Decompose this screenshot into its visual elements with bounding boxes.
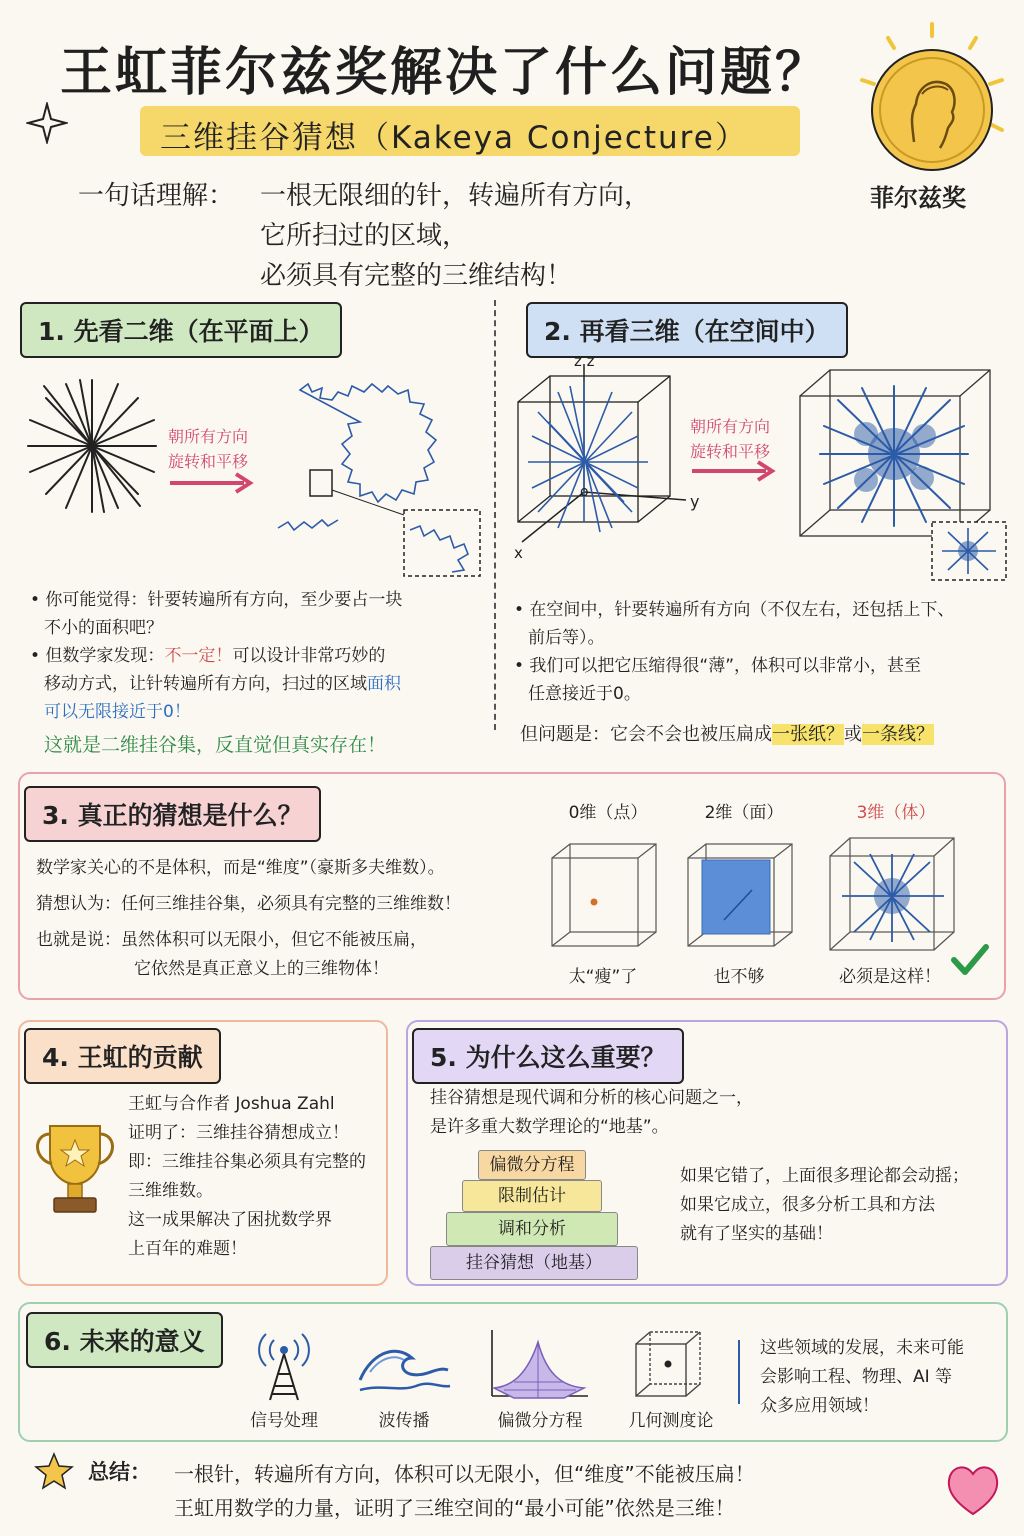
highlight-sheet: 一张纸？ — [772, 724, 844, 745]
pyramid-layer-kakeya: 挂谷猜想（地基） — [430, 1246, 638, 1280]
fields-medal-label: 菲尔兹奖 — [870, 184, 966, 212]
kakeya-set-2d-fractal — [270, 360, 490, 585]
note-line: 它依然是真正意义上的三维物体！ — [134, 959, 389, 979]
solid-kakeya-cube-icon — [826, 834, 958, 954]
field-label-wave: 波传播 — [378, 1411, 430, 1431]
arrow-caption-line-2: 旋转和平移 — [168, 452, 249, 471]
highlight-line: 一条线？ — [862, 724, 934, 745]
dimension-0-caption: 太“瘦”了 — [568, 967, 638, 987]
summary-line-1: 一根针，转遍所有方向，体积可以无限小，但“维度”不能被压扁！ — [174, 1462, 755, 1486]
note-line: • 但数学家发现： — [30, 646, 165, 666]
note-line: 不小的面积吧？ — [44, 618, 163, 638]
needle-star-3d-cube — [508, 352, 698, 562]
note-line: 可以设计非常巧妙的 — [232, 646, 386, 666]
section-1-conclusion: 这就是二维挂谷集，反直觉但真实存在！ — [44, 734, 387, 756]
note-line: 证明了：三维挂谷猜想成立！ — [128, 1123, 349, 1143]
section-6-tag: 6. 未来的意义 — [26, 1312, 223, 1368]
star-icon — [34, 1452, 74, 1490]
dimension-2-label: 2维（面） — [704, 803, 784, 823]
page-subtitle: 三维挂谷猜想（Kakeya Conjecture） — [160, 120, 748, 156]
note-line: 上百年的难题！ — [128, 1239, 247, 1259]
dimension-3-label: 3维（体） — [856, 803, 936, 823]
axis-x-label: x — [514, 544, 523, 562]
note-line: 移动方式，让针转遍所有方向，扫过的区域 — [44, 674, 367, 694]
right-arrow-icon — [690, 458, 776, 484]
field-label-pde: 偏微分方程 — [497, 1411, 583, 1431]
note-line: 众多应用领域！ — [760, 1396, 879, 1416]
point-cube-icon — [548, 840, 662, 950]
dimension-0-label: 0维（点） — [568, 803, 648, 823]
note-line: 即：三维挂谷集必须具有完整的 — [128, 1152, 366, 1172]
note-line: 王虹与合作者 Joshua Zahl — [128, 1094, 335, 1114]
section-2-arrow-caption — [690, 414, 770, 464]
note-line: 就有了坚实的基础！ — [680, 1224, 833, 1244]
section-5-right-notes — [680, 1162, 1000, 1249]
right-arrow-icon — [168, 470, 254, 496]
kakeya-set-3d-cube — [796, 356, 1012, 584]
section-3-tag: 3. 真正的猜想是什么？ — [24, 786, 321, 842]
one-line-text-1: 一根无限细的针，转遍所有方向， — [260, 181, 651, 211]
note-line: 如果它成立，很多分析工具和方法 — [680, 1195, 935, 1215]
summary-label: 总结： — [88, 1460, 151, 1484]
one-line-summary — [78, 176, 651, 291]
arrow-caption-line-1: 朝所有方向 — [690, 417, 771, 436]
bracket-line — [738, 1340, 740, 1404]
question-text: 但问题是：它会不会也被压扁成 — [520, 724, 772, 745]
one-line-text-3: 必须具有完整的三维结构！ — [260, 261, 573, 291]
checkmark-icon — [950, 942, 990, 978]
note-line: 是许多重大数学理论的“地基”。 — [430, 1117, 669, 1137]
note-line: 也就是说：虽然体积可以无限小，但它不能被压扁， — [36, 930, 427, 950]
note-line: 任意接近于0。 — [528, 684, 641, 704]
axis-y-label: y — [690, 492, 700, 511]
signal-tower-icon — [250, 1326, 318, 1402]
axis-origin-label: o — [580, 484, 589, 500]
note-line: 猜想认为：任何三维挂谷集，必须具有完整的三维维数！ — [36, 894, 461, 914]
note-line: 这一成果解决了困扰数学界 — [128, 1210, 332, 1230]
section-2-notes — [514, 596, 1004, 708]
section-4-tag: 4. 王虹的贡献 — [24, 1028, 221, 1084]
note-line: 挂谷猜想是现代调和分析的核心问题之一， — [430, 1088, 753, 1108]
pyramid-layer-restriction: 限制估计 — [462, 1180, 602, 1212]
section-1-notes — [30, 586, 480, 726]
arrow-caption-line-2: 旋转和平移 — [690, 442, 771, 461]
fields-medal-icon — [852, 20, 1012, 180]
section-1-arrow-caption — [168, 424, 248, 474]
section-divider — [494, 300, 496, 730]
page-title: 王虹菲尔兹奖解决了什么问题？ — [60, 43, 831, 103]
one-line-text-2: 它所扫过的区域， — [260, 221, 469, 251]
trophy-icon — [28, 1118, 122, 1222]
axis-z-label: z z — [574, 352, 595, 370]
section-6-notes — [760, 1334, 1000, 1421]
sparkle-icon — [26, 102, 68, 144]
summary-line-2: 王虹用数学的力量，证明了三维空间的“最小可能”依然是三维！ — [174, 1496, 735, 1520]
dimension-3-caption: 必须是这样！ — [839, 967, 941, 987]
section-1-tag: 1. 先看二维（在平面上） — [20, 302, 342, 358]
note-line: 会影响工程、物理、AI 等 — [760, 1367, 953, 1387]
arrow-caption-line-1: 朝所有方向 — [168, 427, 249, 446]
pyramid-layer-pde: 偏微分方程 — [478, 1150, 586, 1180]
needle-star-2d — [24, 376, 160, 516]
note-line: • 我们可以把它压缩得很“薄”，体积可以非常小，甚至 — [514, 656, 922, 676]
one-line-label: 一句话理解： — [78, 181, 235, 211]
field-label-signal: 信号处理 — [250, 1411, 318, 1431]
section-2-tag: 2. 再看三维（在空间中） — [526, 302, 848, 358]
question-text: 或 — [844, 724, 862, 745]
section-3-notes — [36, 850, 536, 980]
highlight-not-necessarily: 不一定！ — [164, 646, 233, 666]
highlight-area: 面积 — [367, 674, 401, 694]
wave-icon — [356, 1330, 452, 1396]
note-line: 这些领域的发展，未来可能 — [760, 1338, 964, 1358]
field-label-geometric-measure: 几何测度论 — [628, 1411, 714, 1431]
note-line: 数学家关心的不是体积，而是“维度”（豪斯多夫维数）。 — [36, 858, 445, 878]
section-5-intro — [430, 1084, 990, 1142]
pde-surface-icon — [484, 1326, 594, 1402]
note-line: 如果它错了，上面很多理论都会动摇； — [680, 1166, 969, 1186]
plane-cube-icon — [684, 840, 800, 950]
note-line: 前后等）。 — [528, 628, 605, 648]
pyramid-layer-harmonic: 调和分析 — [446, 1212, 618, 1246]
note-line: • 你可能觉得：针要转遍所有方向，至少要占一块 — [30, 590, 403, 610]
measure-cube-icon — [630, 1326, 706, 1402]
dimension-2-caption: 也不够 — [713, 967, 765, 987]
section-4-notes — [128, 1090, 380, 1264]
note-line: • 在空间中，针要转遍所有方向（不仅左右，还包括上下、 — [514, 600, 955, 620]
section-2-question — [520, 720, 934, 746]
note-line: 三维维数。 — [128, 1181, 213, 1201]
section-5-tag: 5. 为什么这么重要？ — [412, 1028, 684, 1084]
heart-icon — [944, 1460, 1002, 1520]
highlight-area-zero: 可以无限接近于0！ — [44, 702, 191, 722]
